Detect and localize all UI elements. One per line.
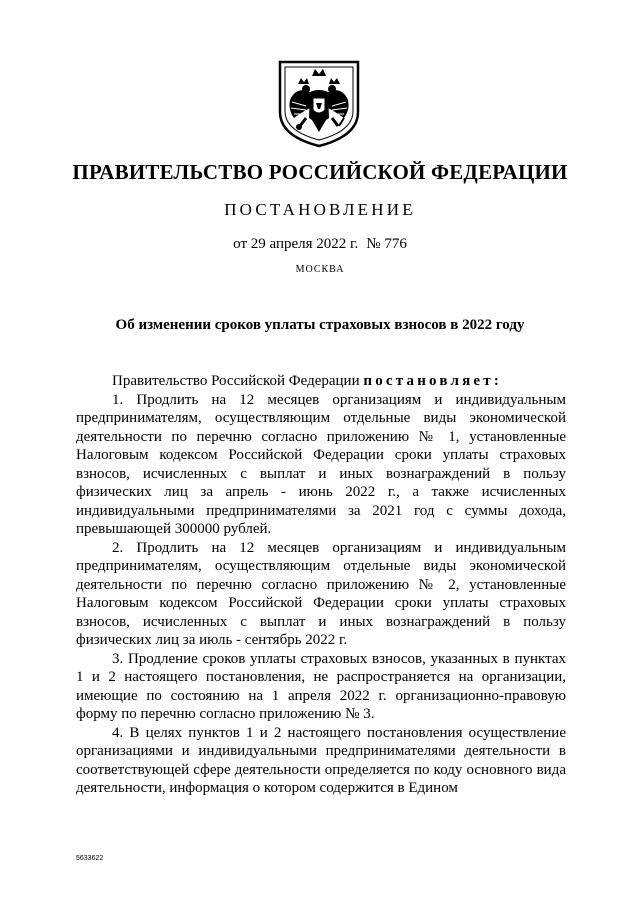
document-date: от 29 апреля 2022 г. bbox=[233, 236, 359, 252]
organization-name: ПРАВИТЕЛЬСТВО РОССИЙСКОЙ ФЕДЕРАЦИИ bbox=[72, 160, 568, 184]
paragraph-1: 1. Продлить на 12 месяцев организациям и индивидуальным предпринимателям, осуществляющим отдельные виды экономической деятельности по перечню согласно приложению № 1, установленные Налоговым кодексом Российской Федерации сроки уплаты страховых взносов, исчисленных с выплат и иных вознаграждений в пользу физических лиц за апрель - июнь 2022 г., а также исчисленных индивидуальными предпринимателями за 2021 год с суммы дохода, превышающей 300000 рублей. bbox=[76, 391, 566, 537]
preamble-decree-word: постановляет: bbox=[363, 373, 503, 389]
document-title: Об изменении сроков уплаты страховых взносов в 2022 году bbox=[115, 317, 525, 333]
document-city: МОСКВА bbox=[295, 264, 345, 275]
document-number: № 776 bbox=[366, 236, 407, 252]
document-type: ПОСТАНОВЛЕНИЕ bbox=[224, 200, 416, 219]
preamble-text: Правительство Российской Федерации bbox=[112, 373, 364, 389]
coat-of-arms-icon bbox=[276, 56, 362, 148]
document-body bbox=[76, 372, 566, 798]
document-date-line bbox=[0, 236, 640, 253]
preamble bbox=[76, 372, 566, 391]
footer-code: 5633622 bbox=[76, 855, 104, 862]
paragraph-4: 4. В целях пунктов 1 и 2 настоящего постановления осуществление организациями и индивидуальными предпринимателями деятельности в соответствующей сфере деятельности определяется по коду основного вида деятельности, информация о котором содержится в Едином bbox=[76, 724, 566, 796]
paragraph-2: 2. Продлить на 12 месяцев организациям и индивидуальным предпринимателям, осуществляющим отдельные виды экономической деятельности по перечню согласно приложению № 2, установленные Налоговым кодексом Российской Федерации сроки уплаты страховых взносов, исчисленных с выплат и иных вознаграждений в пользу физических лиц за июль - сентябрь 2022 г. bbox=[76, 539, 566, 648]
paragraph-3: 3. Продление сроков уплаты страховых взносов, указанных в пунктах 1 и 2 настоящего постановления, не распространяется на организации, имеющие по состоянию на 1 апреля 2022 г. организационно-правовую форму по перечню согласно приложению № 3. bbox=[76, 650, 566, 722]
